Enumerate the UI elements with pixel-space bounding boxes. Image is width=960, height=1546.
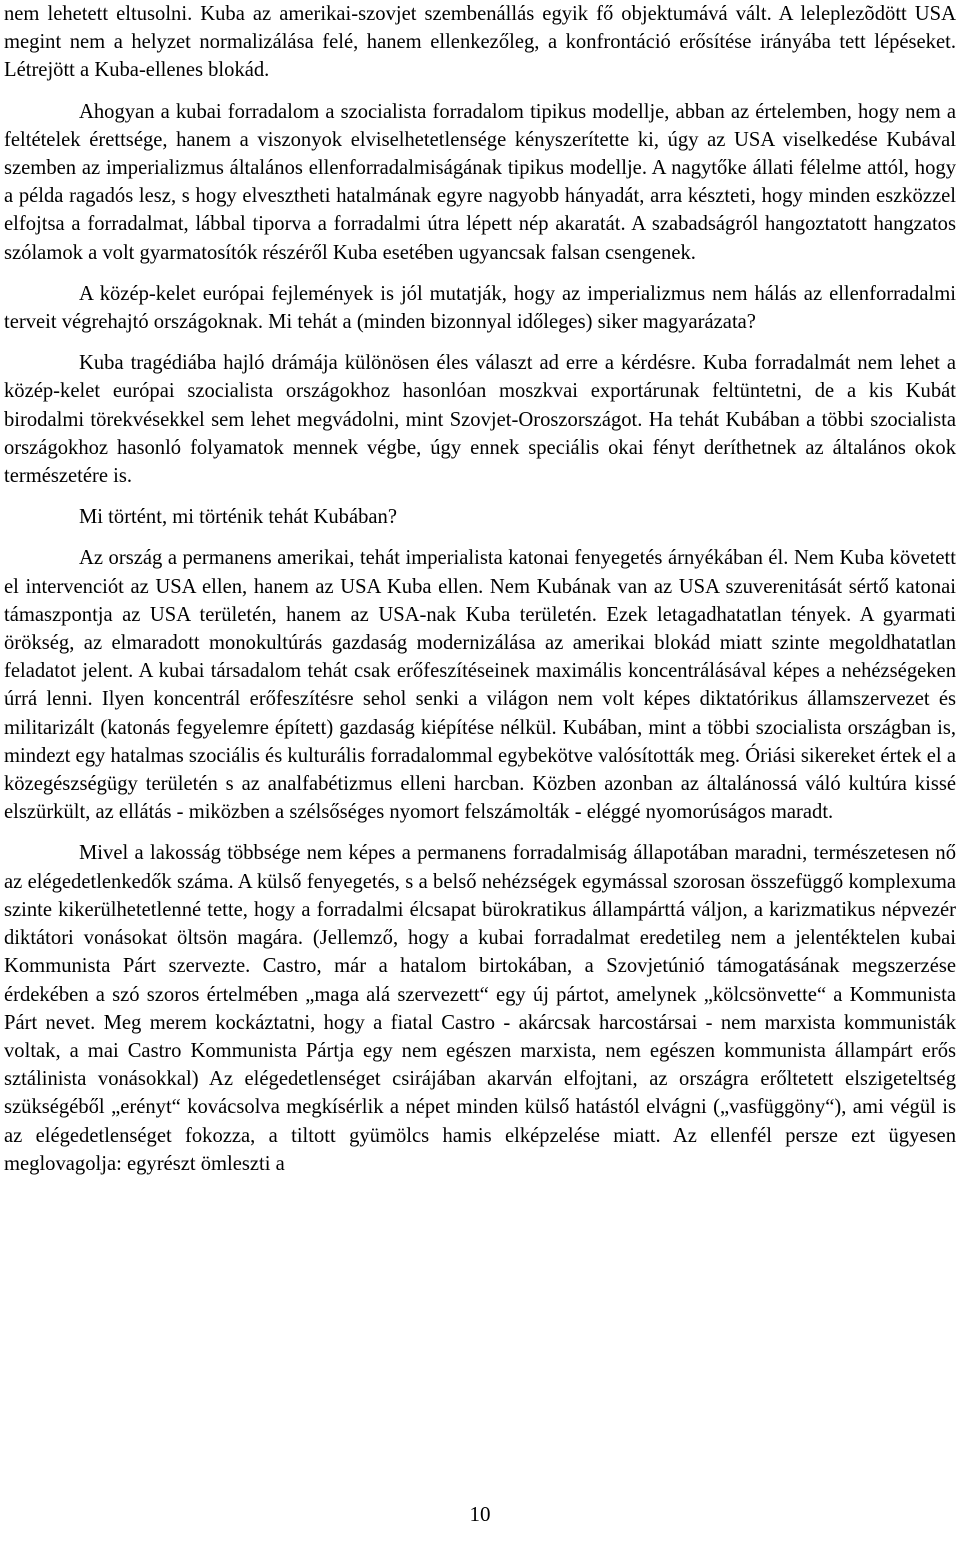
- paragraph-continued: nem lehetett eltusolni. Kuba az amerikai-szovjet szembenállás egyik fő objektumává vált. A leleplezõdött USA megint nem a helyzet normalizálása felé, hanem ellenkezőleg, a konfrontáció erősítése irányába tett lépéseket. Létrejött a Kuba-ellenes blokád.: [4, 3, 956, 82]
- page-number: 10: [469, 1502, 491, 1526]
- body-text: [4, 0, 956, 1178]
- paragraph: Az ország a permanens amerikai, tehát imperialista katonai fenyegetés árnyékában él. Nem Kuba követett el intervenciót az USA ellen, hanem az USA Kuba ellen. Nem Kubának van az USA szuverenitását sértő katonai támaszpontja az USA területén, hanem az USA-nak Kuba területén. Ezek letagadhatatlan tények. A gyarmati örökség, az elmaradott monokultúrás gazdaság modernizálása az amerikai blokád miatt szinte megoldhatatlan feladatot jelent. A kubai társadalom tehát csak erőfeszítéseinek maximális koncentrálásával képes a nehézségeken úrrá lenni. Ilyen koncentrál erőfeszítésre sehol senki a világon nem volt képes diktatórikus államszervezet és militarizált (katonás fegyelemre épített) gazdaság kiépítése nélkül. Kubában, mint a többi szocialista országban is, mindezt egy hatalmas szociális és kulturális forradalommal egybekötve valósították meg. Óriási sikereket értek el a közegészségügy területén s az analfabétizmus elleni harcban. Közben azonban az általánossá váló kultúra kissé elszürkült, az ellátás - miközben a szélsőséges nyomort felszámolták - eléggé nyomorúságos maradt.: [4, 547, 956, 824]
- paragraph-last: Mivel a lakosság többsége nem képes a permanens forradalmiság állapotában maradni, természetesen nő az elégedetlenkedők száma. A külső fenyegetés, s a belső nehézségek egymással szorosan összefüggő komplexuma szinte kikerülhetetlenné tette, hogy a forradalmi élcsapat bürokratikus állampárttá váljon, a karizmatikus népvezér diktátori vonásokat öltsön magára. (Jellemző, hogy a kubai forradalmat eredetileg nem a jelentéktelen kubai Kommunista Párt szervezte. Castro, már a hatalom birtokában, a Szovjetúnió támogatásának megszerzése érdekében a szó szoros értelmében „maga alá szervezett“ egy új pártot, amelynek „kölcsönvette“ a Kommunista Párt nevet. Meg merem kockáztatni, hogy a fiatal Castro - akárcsak harcostársai - nem marxista kommunisták voltak, a mai Castro Kommunista Pártja egy nem egészen marxista, nem egészen kommunista állampárt erős sztálinista vonásokkal) Az elégedetlenséget csirájában akarván elfojtani, az országra erőltetett elszigeteltség szükségéből „erényt“ kovácsolva megkísérlik a népet minden külső hatástól elvágni („vasfüggöny“), ami végül is az elégedetlenséget fokozza, a tiltott gyümölcs hamis elképzelése miatt. Az ellenfél persze ezt ügyesen meglovagolja: egyrészt ömleszti a: [4, 842, 956, 1175]
- paragraph: A közép-kelet európai fejlemények is jól mutatják, hogy az imperializmus nem hálás az ellenforradalmi terveit végrehajtó országoknak. Mi tehát a (minden bizonnyal időleges) siker magyarázata?: [4, 282, 956, 334]
- paragraph-question: Mi történt, mi történik tehát Kubában?: [79, 506, 397, 529]
- paragraph: Ahogyan a kubai forradalom a szocialista forradalom tipikus modellje, abban az értelemben, hogy nem a feltételek érettsége, hanem a viszonyok elviselhetetlensége kényszerítette ki, úgy az USA viselkedése Kubával szemben az imperializmus általános ellenforradalmiságának tipikus modellje. A nagytőke állati félelme attól, hogy a példa ragadós lesz, s hogy elvesztheti hatalmának egyre nagyobb hányadát, arra készteti, hogy minden eszközzel elfojtsa a forradalmat, lábbal tiporva a forradalmi útra lépett nép akaratát. A szabadságról hangoztatott hangzatos szólamok a volt gyarmatosítók részéről Kuba esetében ugyancsak falsan csengenek.: [4, 100, 956, 264]
- paragraph: Kuba tragédiába hajló drámája különösen éles választ ad erre a kérdésre. Kuba forradalmát nem lehet a közép-kelet európai szocialista országokhoz hasonlóan moszkvai exportárunak feltüntetni, de a kis Kubát birodalmi törekvésekkel sem lehet megvádolni, mint Szovjet-Oroszországot. Ha tehát Kubában a többi szocialista országokhoz hasonló folyamatok mennek végbe, úgy ennek speciális okai fényt deríthetnek az általános okok természetére is.: [4, 352, 956, 488]
